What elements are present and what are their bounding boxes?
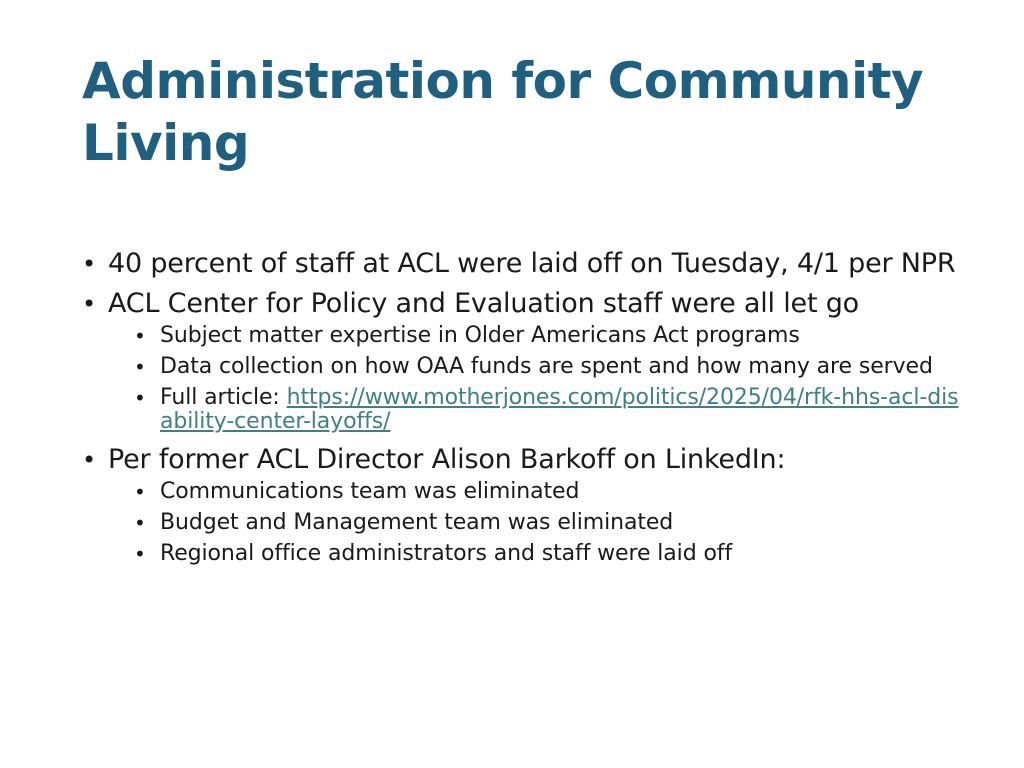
sub-bullet-text: Budget and Management team was eliminated [160, 510, 674, 535]
sub-list-item [134, 511, 962, 535]
bullet-text: ACL Center for Policy and Evaluation staff were all let go [108, 288, 859, 319]
bullet-dot-icon: • [134, 542, 146, 566]
sub-bullet-list [108, 324, 962, 434]
sub-list-item [134, 480, 962, 504]
bullet-text: Per former ACL Director Alison Barkoff on LinkedIn: [108, 444, 786, 475]
sub-bullet-text: Communications team was eliminated [160, 479, 580, 504]
bullet-dot-icon: • [134, 324, 146, 348]
bullet-dot-icon: • [82, 446, 96, 474]
bullet-dot-icon: • [82, 290, 96, 318]
bullet-dot-icon: • [134, 511, 146, 535]
sub-bullet-text: Subject matter expertise in Older Americans Act programs [160, 323, 800, 348]
list-item [82, 250, 962, 278]
bullet-dot-icon: • [134, 480, 146, 504]
sub-list-item [134, 355, 962, 379]
sub-bullet-list [108, 480, 962, 566]
sub-list-item [134, 324, 962, 348]
sub-list-item [134, 542, 962, 566]
bullet-list [82, 250, 962, 566]
sub-bullet-text: Data collection on how OAA funds are spent and how many are served [160, 354, 933, 379]
article-link[interactable]: https://www.motherjones.com/politics/2025/04/rfk-hhs-acl-disability-center-layoffs/ [160, 385, 959, 434]
bullet-dot-icon: • [82, 250, 96, 278]
list-item [82, 290, 962, 434]
sub-list-item [134, 386, 962, 434]
slide-title: Administration for Community Living [82, 52, 924, 172]
slide-content [82, 250, 962, 578]
bullet-dot-icon: • [134, 386, 146, 410]
full-article-label: Full article: [160, 385, 287, 410]
bullet-dot-icon: • [134, 355, 146, 379]
list-item [82, 446, 962, 566]
bullet-text: 40 percent of staff at ACL were laid off on Tuesday, 4/1 per NPR [108, 248, 956, 279]
sub-bullet-text: Regional office administrators and staff were laid off [160, 541, 733, 566]
